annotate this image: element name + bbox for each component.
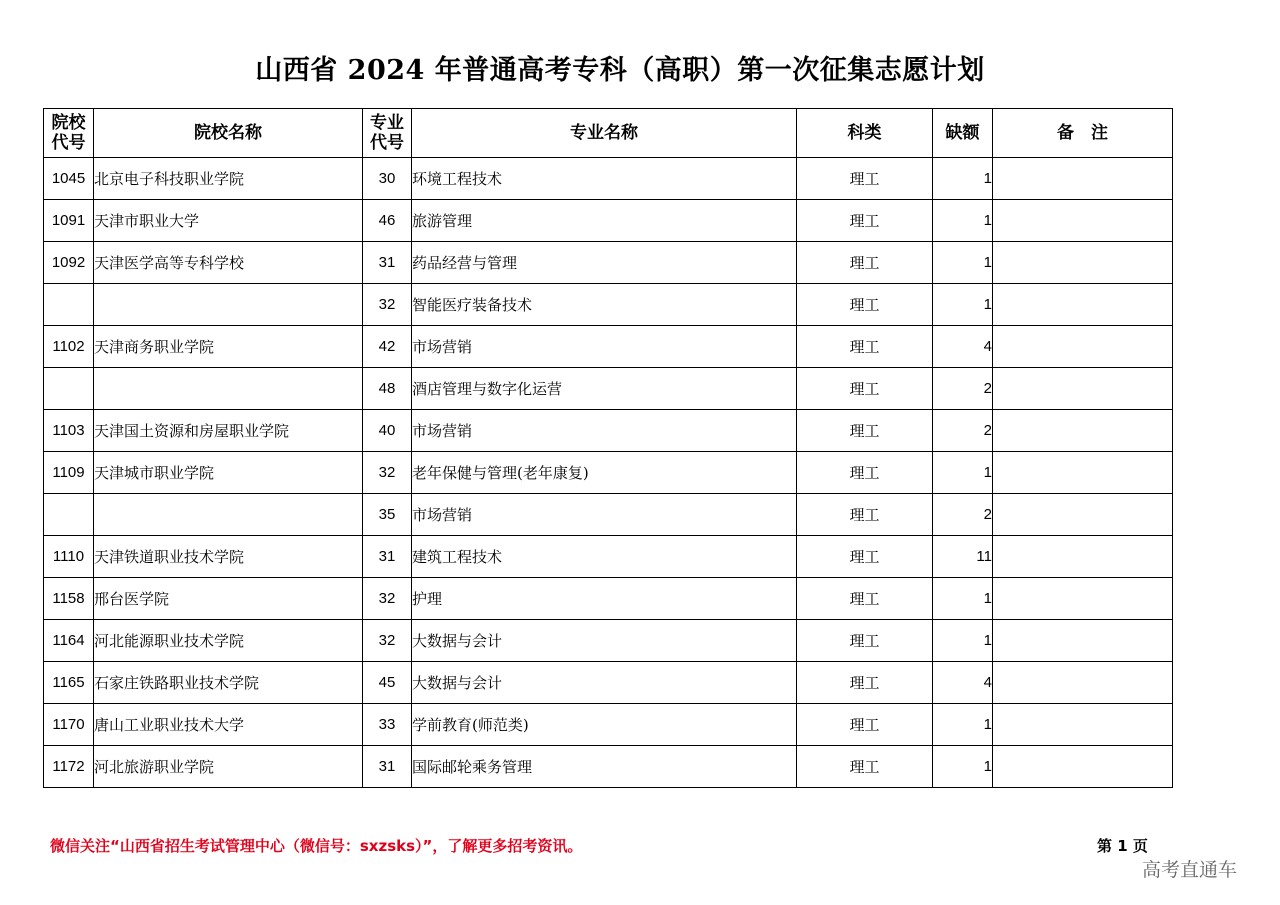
cell-remarks <box>993 284 1173 326</box>
cell-school-code: 1109 <box>44 452 94 494</box>
cell-major-name: 旅游管理 <box>412 200 797 242</box>
cell-major-code: 32 <box>363 452 412 494</box>
cell-category: 理工 <box>797 200 933 242</box>
cell-vacancies: 2 <box>933 368 993 410</box>
cell-vacancies: 1 <box>933 158 993 200</box>
cell-school-name: 天津市职业大学 <box>94 200 363 242</box>
cell-major-name: 市场营销 <box>412 410 797 452</box>
cell-school-code <box>44 494 94 536</box>
header-school-name: 院校名称 <box>94 109 363 158</box>
cell-remarks <box>993 326 1173 368</box>
cell-school-name: 天津商务职业学院 <box>94 326 363 368</box>
cell-major-name: 市场营销 <box>412 494 797 536</box>
cell-school-code: 1158 <box>44 578 94 620</box>
cell-category: 理工 <box>797 284 933 326</box>
cell-major-name: 智能医疗装备技术 <box>412 284 797 326</box>
table-row <box>44 536 1173 578</box>
cell-remarks <box>993 452 1173 494</box>
header-major-name: 专业名称 <box>412 109 797 158</box>
cell-category: 理工 <box>797 326 933 368</box>
cell-remarks <box>993 662 1173 704</box>
footer-wechat-note: 微信关注“山西省招生考试管理中心（微信号：sxzsks）”，了解更多招考资讯。 <box>50 837 583 855</box>
cell-vacancies: 4 <box>933 326 993 368</box>
table-row <box>44 368 1173 410</box>
cell-remarks <box>993 200 1173 242</box>
cell-category: 理工 <box>797 452 933 494</box>
cell-major-name: 护理 <box>412 578 797 620</box>
header-major-code: 专业代号 <box>363 109 412 158</box>
cell-vacancies: 1 <box>933 200 993 242</box>
cell-vacancies: 1 <box>933 242 993 284</box>
table-row <box>44 452 1173 494</box>
table-row <box>44 158 1173 200</box>
cell-category: 理工 <box>797 704 933 746</box>
enrollment-plan-table <box>43 108 1173 788</box>
table-row <box>44 578 1173 620</box>
cell-major-code: 35 <box>363 494 412 536</box>
cell-school-name: 唐山工业职业技术大学 <box>94 704 363 746</box>
cell-vacancies: 1 <box>933 704 993 746</box>
table-row <box>44 494 1173 536</box>
cell-major-code: 30 <box>363 158 412 200</box>
cell-vacancies: 11 <box>933 536 993 578</box>
cell-vacancies: 2 <box>933 494 993 536</box>
cell-major-name: 学前教育(师范类) <box>412 704 797 746</box>
cell-category: 理工 <box>797 746 933 788</box>
cell-remarks <box>993 536 1173 578</box>
cell-school-name: 石家庄铁路职业技术学院 <box>94 662 363 704</box>
cell-major-code: 31 <box>363 746 412 788</box>
cell-category: 理工 <box>797 242 933 284</box>
cell-category: 理工 <box>797 494 933 536</box>
cell-remarks <box>993 158 1173 200</box>
cell-major-code: 45 <box>363 662 412 704</box>
cell-school-name <box>94 494 363 536</box>
cell-vacancies: 1 <box>933 452 993 494</box>
cell-category: 理工 <box>797 158 933 200</box>
cell-vacancies: 1 <box>933 746 993 788</box>
cell-school-name <box>94 284 363 326</box>
table-row <box>44 410 1173 452</box>
cell-school-name: 天津铁道职业技术学院 <box>94 536 363 578</box>
table-row <box>44 200 1173 242</box>
cell-major-name: 国际邮轮乘务管理 <box>412 746 797 788</box>
cell-major-name: 老年保健与管理(老年康复) <box>412 452 797 494</box>
table-row <box>44 284 1173 326</box>
cell-school-code: 1165 <box>44 662 94 704</box>
header-remarks: 备 注 <box>993 109 1173 158</box>
cell-school-code: 1045 <box>44 158 94 200</box>
cell-major-code: 31 <box>363 536 412 578</box>
cell-category: 理工 <box>797 536 933 578</box>
cell-vacancies: 1 <box>933 284 993 326</box>
cell-remarks <box>993 242 1173 284</box>
cell-major-code: 31 <box>363 242 412 284</box>
cell-school-name: 北京电子科技职业学院 <box>94 158 363 200</box>
cell-category: 理工 <box>797 620 933 662</box>
header-school-code: 院校代号 <box>44 109 94 158</box>
cell-major-code: 33 <box>363 704 412 746</box>
cell-school-code <box>44 368 94 410</box>
cell-major-name: 环境工程技术 <box>412 158 797 200</box>
cell-category: 理工 <box>797 662 933 704</box>
cell-school-code: 1103 <box>44 410 94 452</box>
cell-major-name: 酒店管理与数字化运营 <box>412 368 797 410</box>
cell-school-name: 邢台医学院 <box>94 578 363 620</box>
cell-major-code: 32 <box>363 620 412 662</box>
cell-school-code: 1102 <box>44 326 94 368</box>
cell-major-code: 40 <box>363 410 412 452</box>
cell-vacancies: 1 <box>933 620 993 662</box>
cell-school-code: 1170 <box>44 704 94 746</box>
cell-category: 理工 <box>797 368 933 410</box>
cell-school-code <box>44 284 94 326</box>
cell-vacancies: 1 <box>933 578 993 620</box>
cell-major-code: 42 <box>363 326 412 368</box>
cell-school-code: 1110 <box>44 536 94 578</box>
cell-major-name: 大数据与会计 <box>412 620 797 662</box>
cell-school-name <box>94 368 363 410</box>
header-vacancies: 缺额 <box>933 109 993 158</box>
table-row <box>44 326 1173 368</box>
cell-remarks <box>993 410 1173 452</box>
page-title: 山西省 2024 年普通高考专科（高职）第一次征集志愿计划 <box>255 55 985 86</box>
cell-category: 理工 <box>797 410 933 452</box>
cell-remarks <box>993 578 1173 620</box>
cell-major-code: 48 <box>363 368 412 410</box>
table-row <box>44 704 1173 746</box>
cell-major-name: 大数据与会计 <box>412 662 797 704</box>
table-header-row <box>44 109 1173 158</box>
cell-school-code: 1172 <box>44 746 94 788</box>
cell-major-code: 46 <box>363 200 412 242</box>
cell-remarks <box>993 494 1173 536</box>
page-number: 第 1 页 <box>1097 837 1148 855</box>
cell-vacancies: 4 <box>933 662 993 704</box>
table-row <box>44 662 1173 704</box>
cell-school-name: 天津城市职业学院 <box>94 452 363 494</box>
table-row <box>44 242 1173 284</box>
cell-major-name: 市场营销 <box>412 326 797 368</box>
cell-major-name: 建筑工程技术 <box>412 536 797 578</box>
cell-major-name: 药品经营与管理 <box>412 242 797 284</box>
table-row <box>44 620 1173 662</box>
cell-school-name: 河北旅游职业学院 <box>94 746 363 788</box>
cell-school-code: 1092 <box>44 242 94 284</box>
cell-major-code: 32 <box>363 284 412 326</box>
cell-remarks <box>993 620 1173 662</box>
cell-vacancies: 2 <box>933 410 993 452</box>
cell-category: 理工 <box>797 578 933 620</box>
cell-remarks <box>993 746 1173 788</box>
table-row <box>44 746 1173 788</box>
cell-school-name: 天津国土资源和房屋职业学院 <box>94 410 363 452</box>
cell-remarks <box>993 704 1173 746</box>
cell-school-code: 1164 <box>44 620 94 662</box>
cell-school-name: 天津医学高等专科学校 <box>94 242 363 284</box>
watermark: 高考直通车 <box>1142 859 1238 881</box>
header-category: 科类 <box>797 109 933 158</box>
cell-major-code: 32 <box>363 578 412 620</box>
cell-school-name: 河北能源职业技术学院 <box>94 620 363 662</box>
cell-remarks <box>993 368 1173 410</box>
cell-school-code: 1091 <box>44 200 94 242</box>
